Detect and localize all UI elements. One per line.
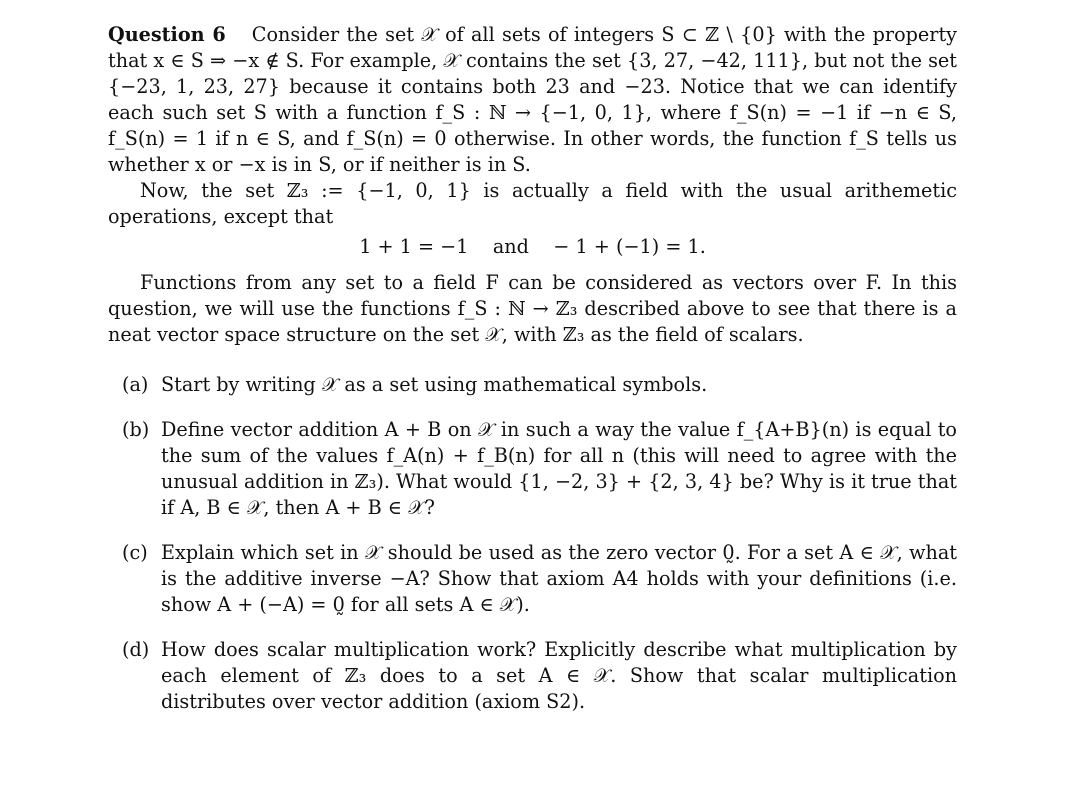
part-label: (d)	[122, 638, 150, 661]
vector-space-paragraph: Functions from any set to a field F can be considered as vectors over F. In this question, we will use the functions f_S : ℕ → ℤ₃ described above to see that there is a neat vector space structure on the set 𝒳, with ℤ₃ as the field of scalars.	[108, 271, 957, 346]
part-text: Define vector addition A + B on 𝒳 in such a way the value f_{A+B}(n) is equal to the sum of the values f_A(n) + f_B(n) for all n (this will need to agree with the unusual addition in ℤ₃). What would {1, −2, 3} + {2, 3, 4} be? Why is it true that if A, B ∈ 𝒳, then A + B ∈ 𝒳?	[161, 418, 957, 519]
part-c	[108, 540, 957, 618]
part-text: How does scalar multiplication work? Explicitly describe what multiplication by each element of ℤ₃ does to a set A ∈ 𝒳. Show that scalar multiplication distributes over vector addition (axiom S2).	[161, 638, 957, 713]
part-label: (c)	[122, 541, 148, 564]
part-text: Explain which set in 𝒳 should be used as the zero vector 0̰. For a set A ∈ 𝒳, what is the additive inverse −A? Show that axiom A4 holds with your definitions (i.e. show A + (−A) = 0̰ for all sets A ∈ 𝒳).	[161, 541, 957, 616]
part-text: Start by writing 𝒳 as a set using mathematical symbols.	[161, 373, 708, 396]
display-equation: 1 + 1 = −1 and − 1 + (−1) = 1.	[359, 235, 706, 258]
question-title: Question 6	[108, 23, 226, 46]
question-parts	[108, 372, 957, 715]
part-b	[108, 417, 957, 521]
part-a	[108, 372, 957, 398]
part-label: (b)	[122, 418, 150, 441]
question-intro	[108, 22, 957, 178]
field-paragraph: Now, the set ℤ₃ := {−1, 0, 1} is actually a field with the usual arithemetic operations, except that	[108, 179, 957, 228]
part-label: (a)	[122, 373, 149, 396]
question-document	[108, 22, 957, 734]
intro-text: Consider the set 𝒳 of all sets of integers S ⊂ ℤ \ {0} with the property that x ∈ S ⇒ −x ∉ S. For example, 𝒳 contains the set {3, 27, −42, 111}, but not the set {−23, 1, 23, 27} because it contains both 23 and −23. Notice that we can identify each such set S with a function f_S : ℕ → {−1, 0, 1}, where f_S(n) = −1 if −n ∈ S, f_S(n) = 1 if n ∈ S, and f_S(n) = 0 otherwise. In other words, the function f_S tells us whether x or −x is in S, or if neither is in S.	[108, 23, 957, 176]
part-d	[108, 637, 957, 715]
